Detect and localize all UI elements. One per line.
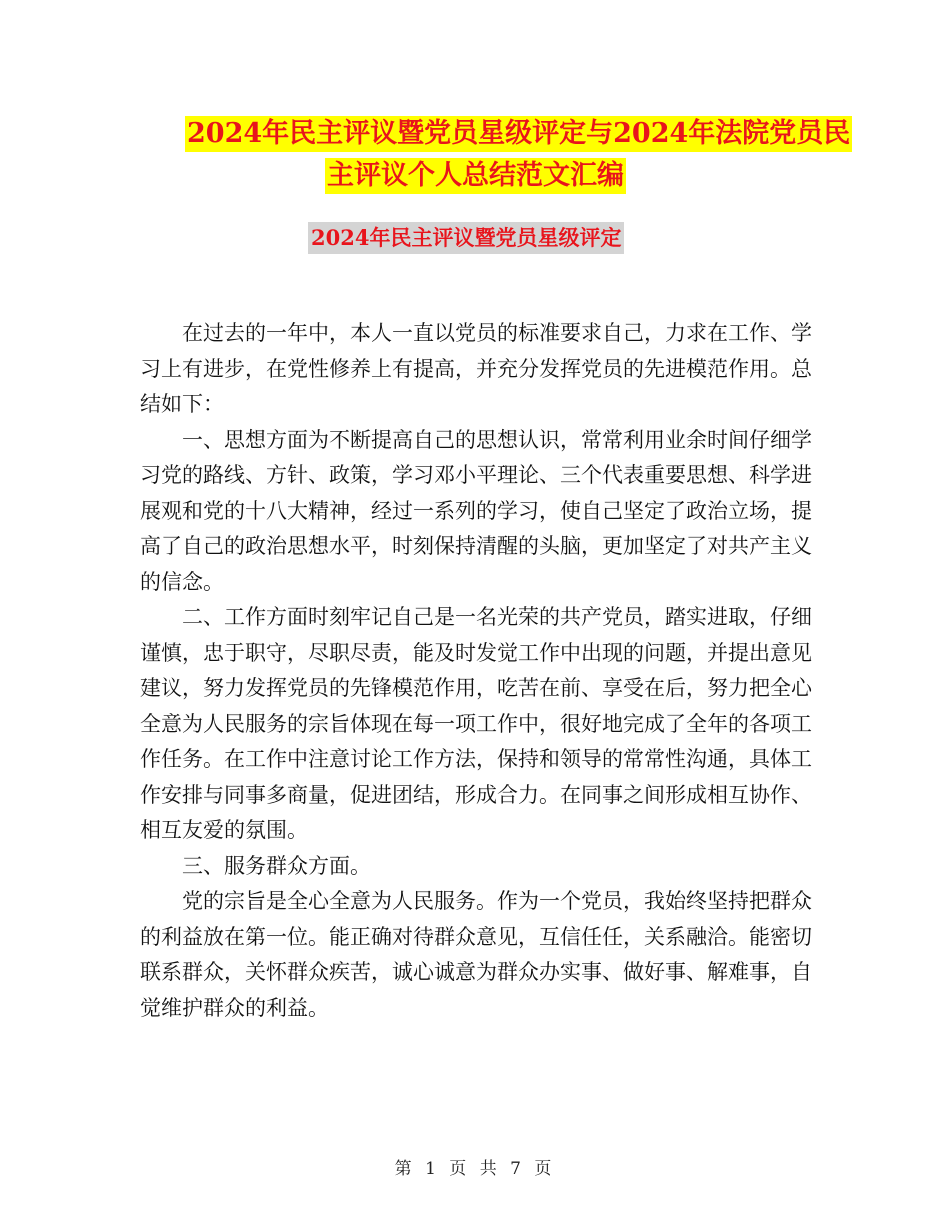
- paragraph-service: 党的宗旨是全心全意为人民服务。作为一个党员，我始终坚持把群众的利益放在第一位。能正确对待群众意见，互信任任，关系融洽。能密切联系群众，关怀群众疾苦，诚心诚意为群众办实事、做好事、解难事，自觉维护群众的利益。: [140, 889, 812, 1020]
- paragraph-ideology: 一、思想方面为不断提高自己的思想认识，常常利用业余时间仔细学习党的路线、方针、政策，学习邓小平理论、三个代表重要思想、科学进展观和党的十八大精神，经过一系列的学习，使自己坚定了政治立场，提高了自己的政治思想水平，时刻保持清醒的头脑，更加坚定了对共产主义的信念。: [140, 427, 812, 594]
- paragraph-service-heading: 三、服务群众方面。: [182, 853, 371, 878]
- title-line-2: 主评议个人总结范文汇编: [325, 158, 626, 194]
- paragraph-work: 二、工作方面时刻牢记自己是一名光荣的共产党员，踏实进取，仔细谨慎，忠于职守，尽职尽责，能及时发觉工作中出现的问题，并提出意见建议，努力发挥党员的先锋模范作用，吃苦在前、享受在后，努力把全心全意为人民服务的宗旨体现在每一项工作中，很好地完成了全年的各项工作任务。在工作中注意讨论工作方法，保持和领导的常常性沟通，具体工作安排与同事多商量，促进团结，形成合力。在同事之间形成相互协作、相互友爱的氛围。: [140, 605, 812, 842]
- page-number-footer: 第 1 页 共 7 页: [394, 1159, 556, 1179]
- section-heading: 2024年民主评议暨党员星级评定: [308, 222, 624, 254]
- title-line-1: 2024年民主评议暨党员星级评定与2024年法院党员民: [185, 116, 852, 152]
- document-body: [140, 316, 820, 1026]
- paragraph-intro: 在过去的一年中，本人一直以党员的标准要求自己，力求在工作、学习上有进步，在党性修养上有提高，并充分发挥党员的先进模范作用。总结如下：: [140, 321, 812, 416]
